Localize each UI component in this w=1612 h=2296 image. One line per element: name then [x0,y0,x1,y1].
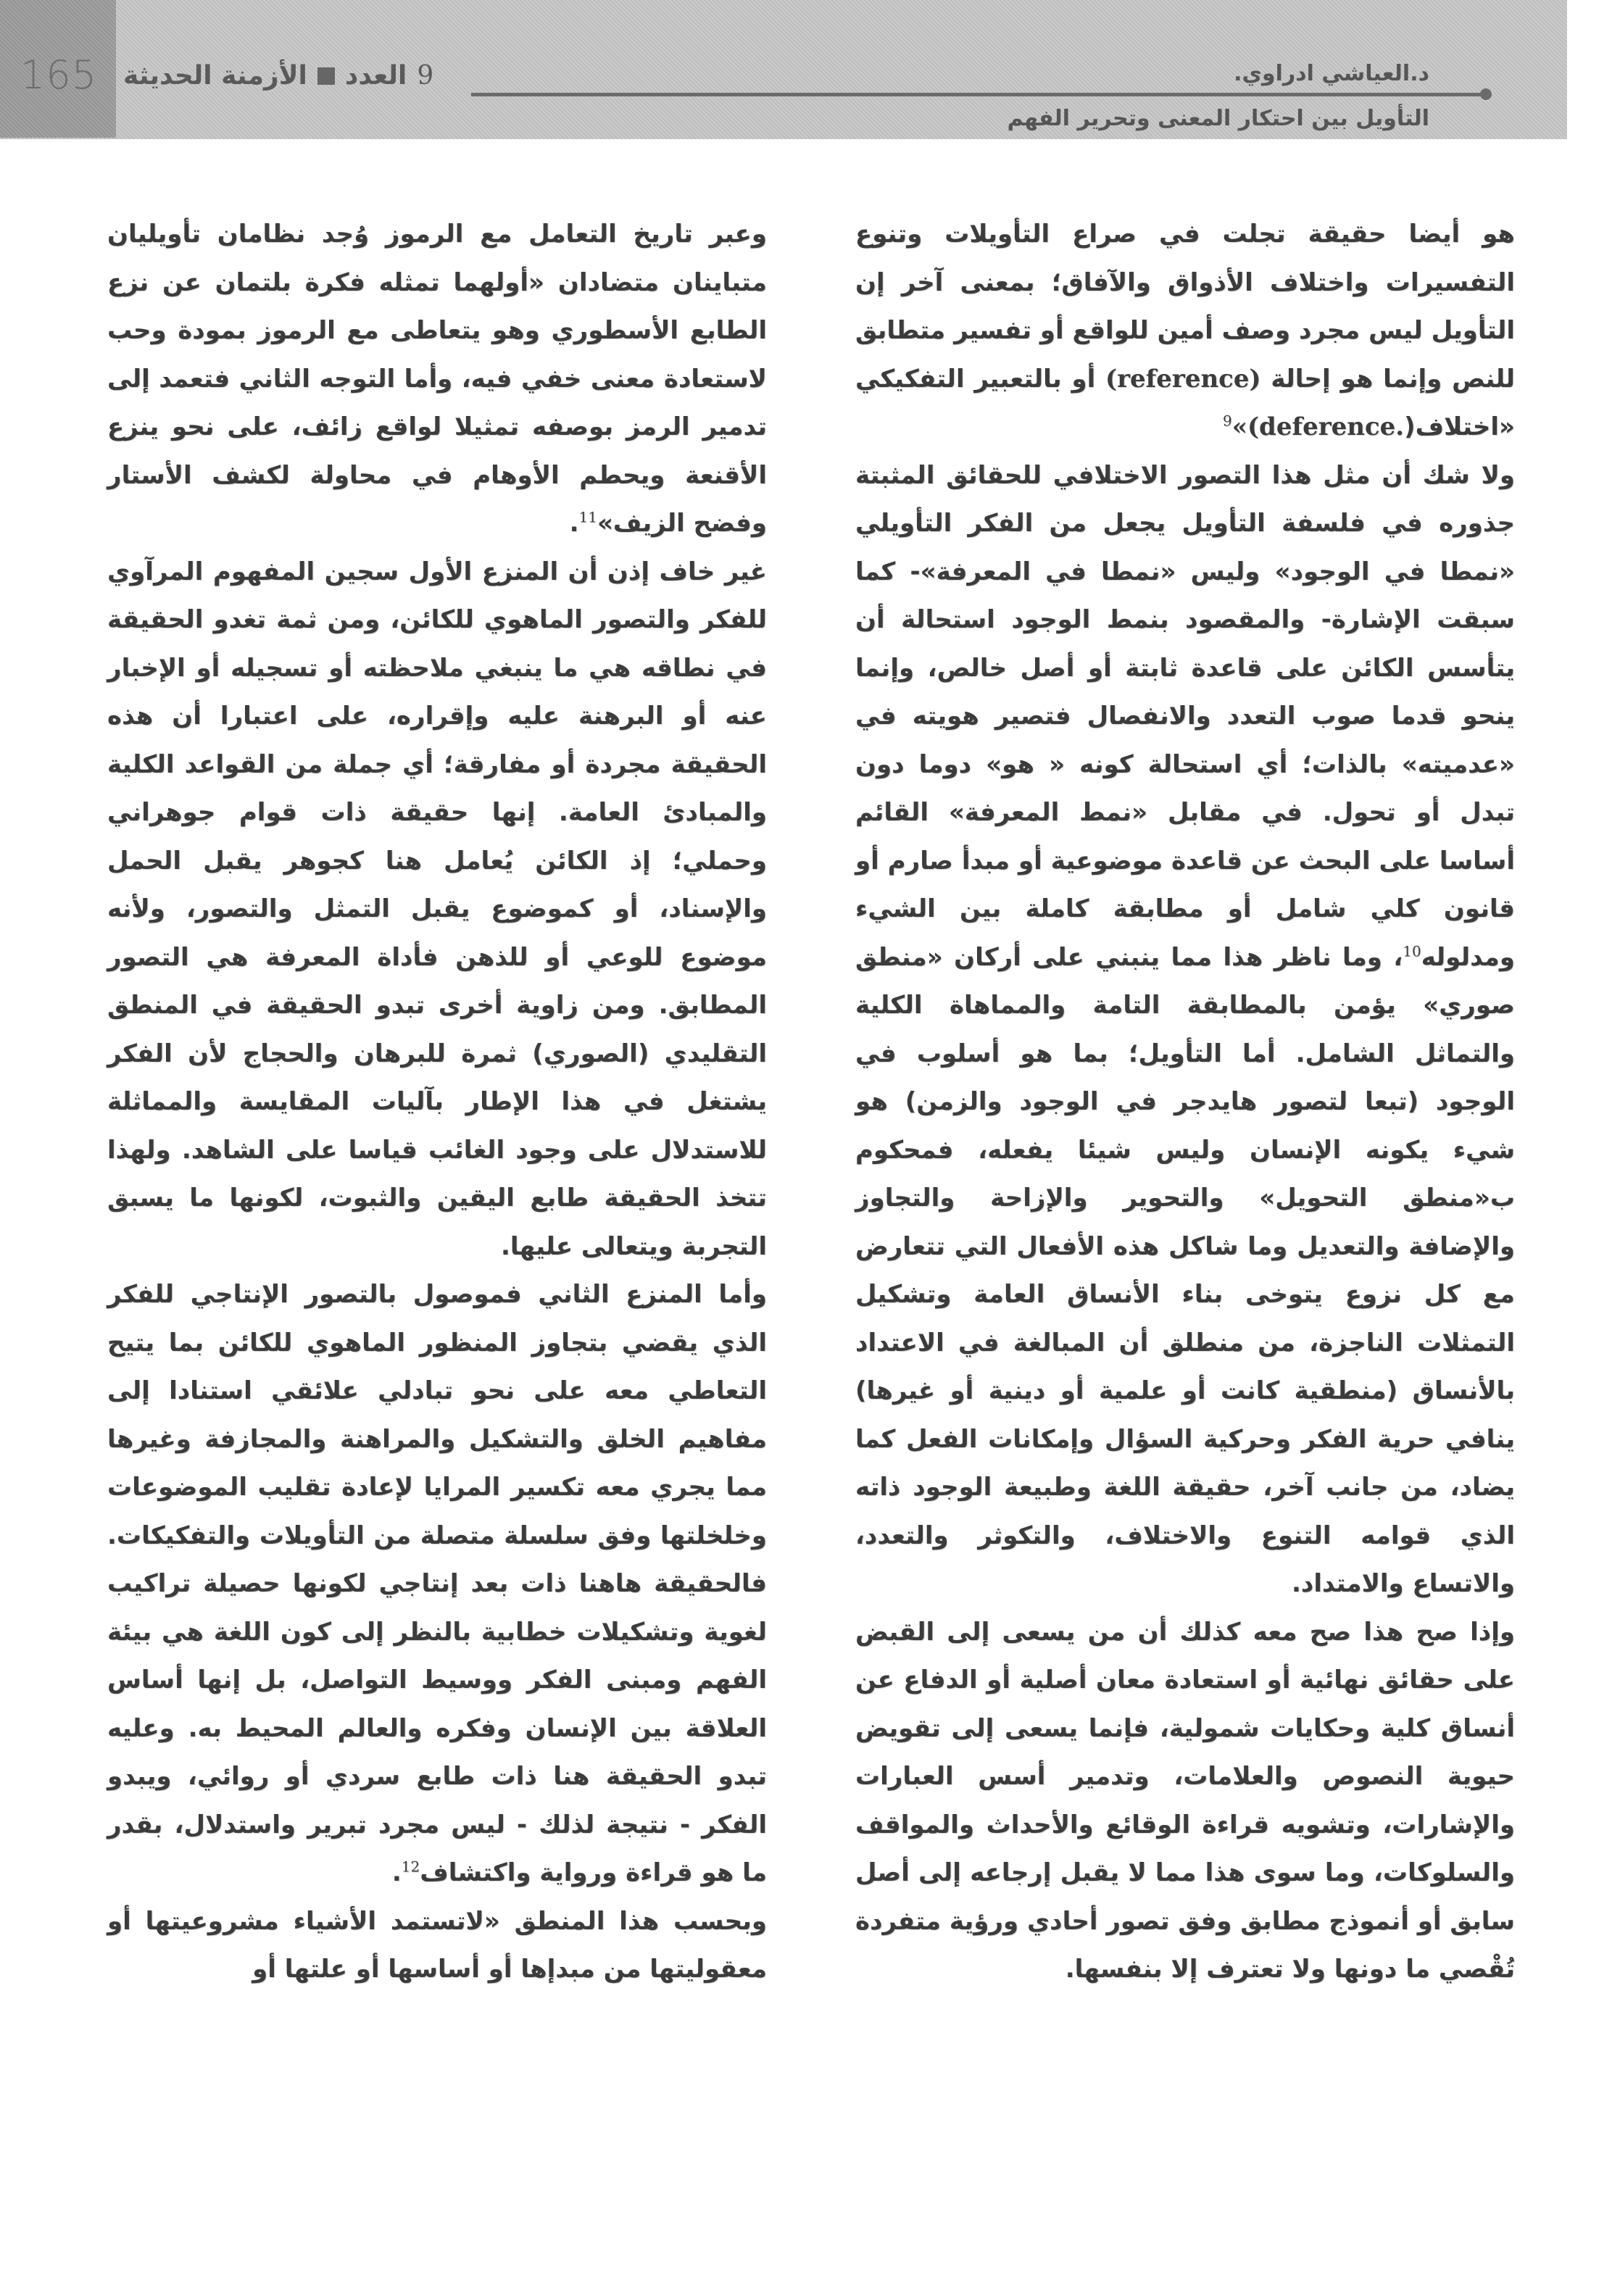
issue-number: 9 [417,61,434,91]
rule-end-dot-icon [1480,88,1492,100]
footnote-ref[interactable]: 10 [1403,942,1421,960]
author-name: د.العياشي ادراوي. [1234,61,1429,86]
text-column-right [855,210,1515,1994]
header-rule [471,93,1486,96]
journal-name: الأزمنة الحديثة [123,61,307,91]
paragraph: غير خاف إذن أن المنزع الأول سجين المفهوم المرآوي للفكر والتصور الماهوي للكائن، ومن ثمة تغدو الحقيقة في نطاقه هي ما ينبغي ملاحظته أو تسجيله أو الإخبار عنه أو البرهنة عليه وإقراره، على اعتبارا أن هذه الحقيقة مجردة أو مفارقة؛ أي جملة من القواعد الكلية والمبادئ العامة. إنها حقيقة ذات قوام جوهراني وحملي؛ إذ الكائن يُعامل هنا كجوهر يقبل الحمل والإسناد، أو كموضوع يقبل التمثل والتصور، ولأنه موضوع للوعي أو للذهن فأداة المعرفة هي التصور المطابق. ومن زاوية أخرى تبدو الحقيقة في المنطق التقليدي (الصوري) ثمرة للبرهان والحجاج لأن الفكر يشتغل في هذا الإطار بآليات المقايسة والمماثلة للاستدلال على وجود الغائب قياسا على الشاهد. ولهذا تتخذ الحقيقة طابع اليقين والثبوت، لكونها ما يسبق التجربة ويتعالى عليها. [107,557,767,1261]
footnote-ref[interactable]: 11 [578,508,597,526]
paragraph: وأما المنزع الثاني فموصول بالتصور الإنتاجي للفكر الذي يقضي بتجاوز المنظور الماهوي للكائن بما يتيح التعاطي معه على نحو تبادلي علائقي استنادا إلى مفاهيم الخلق والتشكيل والمراهنة والمجازفة وغيرها مما يجري معه تكسير المرايا لإعادة تقليب الموضوعات وخلخلتها وفق سلسلة متصلة من التأويلات والتفكيكات. فالحقيقة هاهنا ذات بعد إنتاجي لكونها حصيلة تراكيب لغوية وتشكيلات خطابية بالنظر إلى كون اللغة هي بيئة الفهم ومبنى الفكر ووسيط التواصل، بل إنها أساس العلاقة بين الإنسان وفكره والعالم المحيط به. وعليه تبدو الحقيقة هنا ذات طابع سردي أو روائي، ويبدو الفكر - نتيجة لذلك - ليس مجرد تبرير واستدلال، بقدر ما هو قراءة ورواية واكتشاف$^{12}$. [107,1280,767,1887]
page-number-box [0,0,116,138]
latin-term: (reference) [1105,364,1261,394]
text-column-left [107,210,767,1994]
running-article-title: التأويل بين احتكار المعنى وتحرير الفهم [1007,106,1429,131]
footnote-ref[interactable]: 9 [1222,412,1232,430]
paragraph: ولا شك أن مثل هذا التصور الاختلافي للحقائق المثبتة جذوره في فلسفة التأويل يجعل من الفكر التأويلي «نمطا في الوجود» وليس «نمطا في المعرفة»- كما سبقت الإشارة- والمقصود بنمط الوجود استحالة أن يتأسس الكائن على قاعدة ثابتة أو أصل خالص، وإنما ينحو قدما صوب التعدد والانفصال فتصير هويته في «عدميته» بالذات؛ أي استحالة كونه « هو» دوما دون تبدل أو تحول. في مقابل «نمط المعرفة» القائم أساسا على البحث عن قاعدة موضوعية أو مبدأ صارم أو قانون كلي شامل أو مطابقة كاملة بين الشيء ومدلوله$^{10}$، وما ناظر هذا مما ينبني على أركان «منطق صوري» يؤمن بالمطابقة التامة والمماهاة الكلية والتماثل الشامل. أما التأويل؛ بما هو أسلوب في الوجود (تبعا لتصور هايدجر في الوجود والزمن) هو شيء يكونه الإنسان وليس شيئا يفعله، فمحكوم ب«منطق التحويل» والتحوير والإزاحة والتجاوز والإضافة والتعديل وما شاكل هذه الأفعال التي تتعارض مع كل نزوع يتوخى بناء الأنساق العامة وتشكيل التمثلات الناجزة، من منطلق أن المبالغة في الاعتداد بالأنساق (منطقية كانت أو علمية أو دينية أو غيرها) ينافي حرية الفكر وحركية السؤال وإمكانات الفعل كما يضاد، من جانب آخر، حقيقة اللغة وطبيعة الوجود ذاته الذي قوامه التنوع والاختلاف، والتكوثر والتعدد، والاتساع والامتداد. [855,460,1515,1598]
paragraph: وإذا صح هذا صح معه كذلك أن من يسعى إلى القبض على حقائق نهائية أو استعادة معان أصلية أو الدفاع عن أنساق كلية وحكايات شمولية، فإنما يسعى إلى تقويض حيوية النصوص والعلامات، وتدمير أسس العبارات والإشارات، وتشويه قراءة الوقائع والأحداث والمواقف والسلوكات، وما سوى هذا مما لا يقبل إرجاعه إلى أصل سابق أو أنموذج مطابق وفق تصور أحادي ورؤية متفردة تُقْصي ما دونها ولا تعترف إلا بنفسها. [855,1617,1515,1984]
latin-term: «(deference. [1231,412,1405,441]
paragraph: وبحسب هذا المنطق «لاتستمد الأشياء مشروعيتها أو معقوليتها من مبدإها أو أساسها أو علتها أو [107,1906,767,1984]
journal-label [123,61,433,91]
paragraph: هو أيضا حقيقة تجلت في صراع التأويلات وتنوع التفسيرات واختلاف الأذواق والآفاق؛ بمعنى آخر إن التأويل ليس مجرد وصف أمين للواقع أو تفسير متطابق للنص وإنما هو إحالة (reference) أو بالتعبير التفكيكي «اختلاف($^9$«(deference. [855,220,1515,441]
issue-label: العدد [344,61,407,91]
paragraph: وعبر تاريخ التعامل مع الرموز وُجد نظامان تأويليان متباينان متضادان «أولهما تمثله فكرة بلتمان عن نزع الطابع الأسطوري وهو يتعاطى مع الرموز بمودة وحب لاستعادة معنى خفي فيه، وأما التوجه الثاني فتعمد إلى تدمير الرمز بوصفه تمثيلا لواقع زائف، على نحو ينزع الأقنعة ويحطم الأوهام في محاولة لكشف الأستار وفضح الزيف»$^{11}$. [107,220,767,538]
page-number: 165 [20,52,98,98]
square-separator-icon [317,67,335,85]
running-header [0,0,1567,139]
footnote-ref[interactable]: 12 [401,1858,420,1876]
